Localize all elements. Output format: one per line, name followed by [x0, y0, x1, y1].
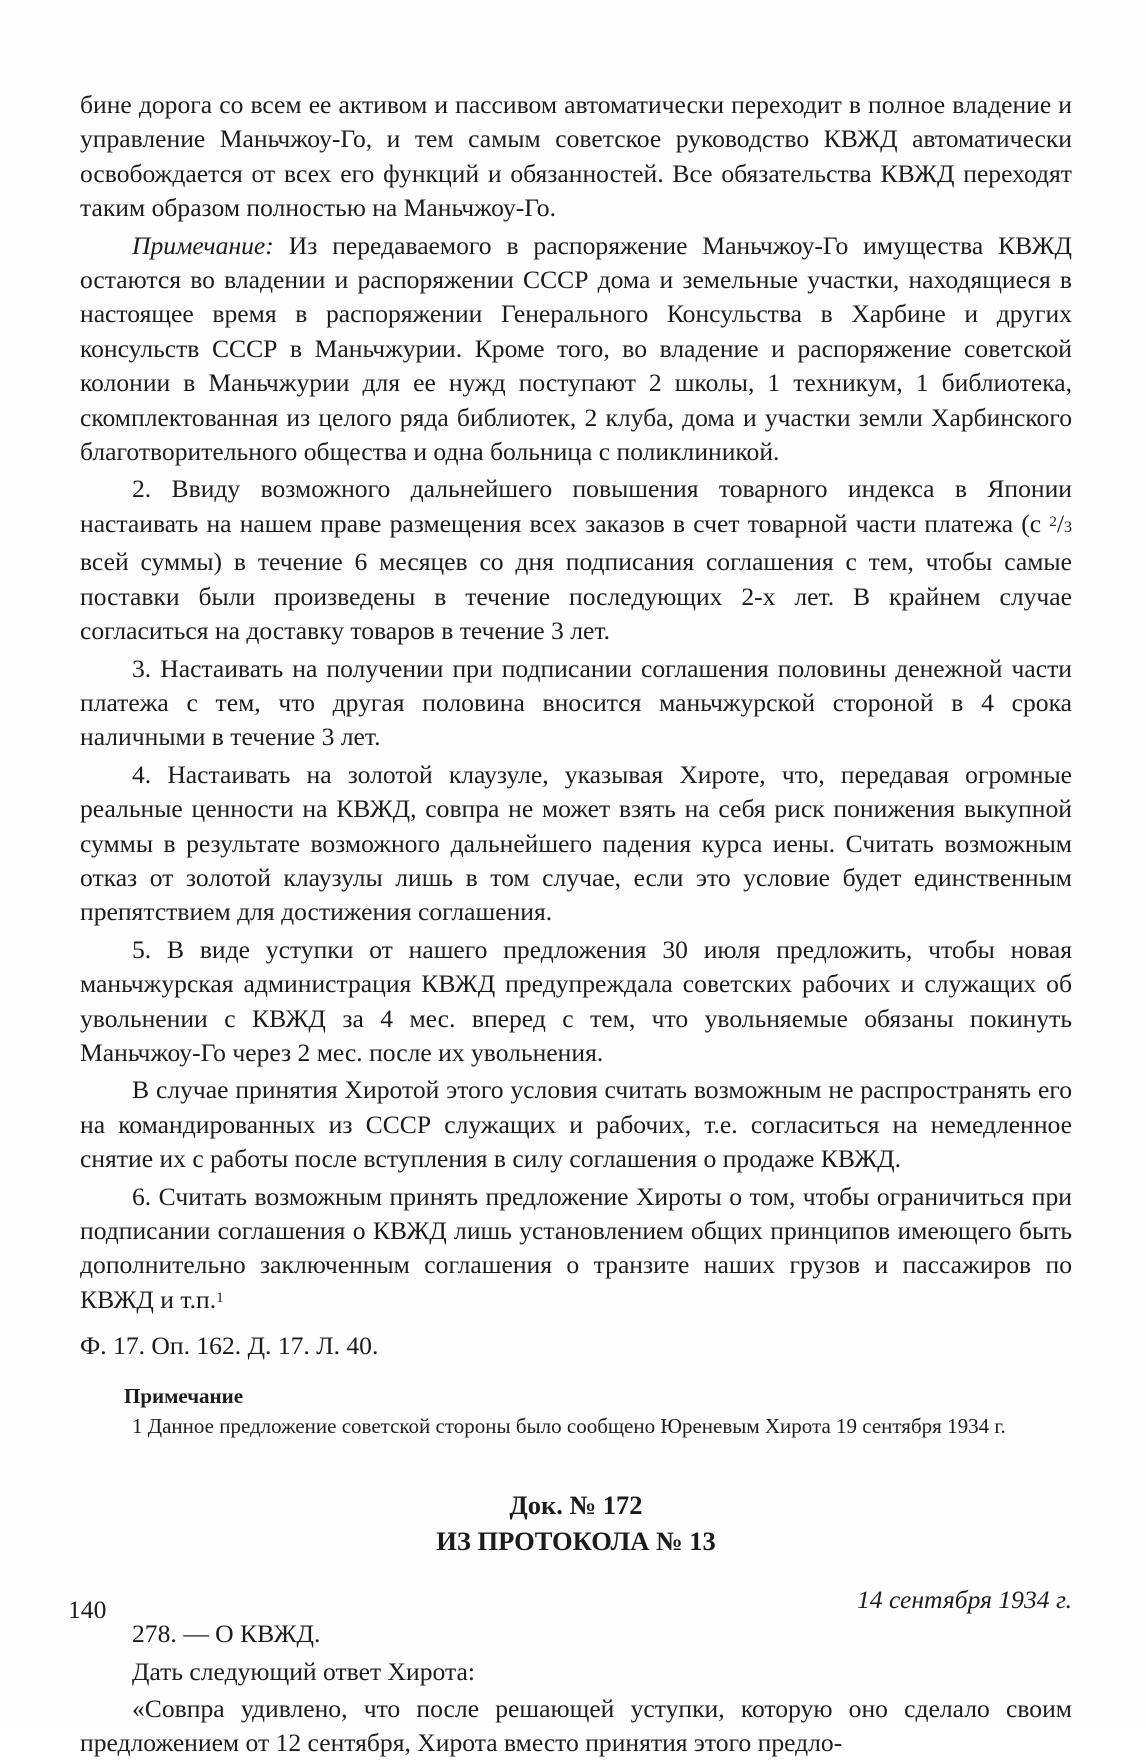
footnote-text: 1 Данное предложение советской стороны было сообщено Юреневым Хирота 19 сентября 1934 г. [132, 1414, 1006, 1439]
document-quote: «Совпра удивлено, что после решающей уступки, которую оно сделало своим предложением от 12 сентября, Хирота вместо принятия этого предло- [80, 1694, 1072, 1758]
item-2-text-end: всей суммы) в течение 6 месяцев со дня подписания соглашения с тем, чтобы самые поставки были произведены в течение последующих 2-х лет. В крайнем случае согласиться на доставку товаров в течение 3 лет. [80, 547, 1072, 646]
paragraph-item-5: 5. В виде уступки от нашего предложения 30 июля предложить, чтобы новая маньчжурская администрация КВЖД предупреждала советских рабочих и служащих об увольнении с КВЖД за 4 мес. вперед с тем, что увольняемые обязаны покинуть Маньчжоу-Го через 2 мес. после их увольнения. [80, 934, 1072, 1067]
document-title: ИЗ ПРОТОКОЛА № 13 [436, 1526, 716, 1557]
paragraph-item-5-continued: В случае принятия Хиротой этого условия считать возможным не распространять его на командированных из СССР служащих и рабочих, т.е. согласиться на немедленное снятие их с работы после вступления в силу соглашения о продаже КВЖД. [80, 1075, 1072, 1174]
paragraph-note [80, 229, 1072, 470]
archive-reference: Ф. 17. Оп. 162. Д. 17. Л. 40. [80, 1331, 379, 1361]
document-instruction: Дать следующий ответ Хирота: [132, 1656, 475, 1686]
paragraph-item-2 [80, 472, 1072, 648]
note-text: Из передаваемого в распоряжение Маньчжоу-Го имущества КВЖД остаются во владении и распоряжении СССР дома и земельные участки, находящиеся в настоящее время в распоряжении Генерального Консульства в Харбине и других консульств СССР в Маньчжурии. Кроме того, во владение и распоряжение советской колонии в Маньчжурии для ее нужд поступают 2 школы, 1 техникум, 1 библиотека, скомплектованная из целого ряда библиотек, 2 клуба, дома и участки земли Харбинского благотворительного общества и одна больница с поликлиникой. [80, 230, 1072, 467]
item-6-text: 6. Считать возможным принять предложение Хироты о том, чтобы ограничиться при подписании соглашения о КВЖД лишь установлением общих принципов имеющего быть дополнительно заключенным соглашения о транзите наших грузов и пассажиров по КВЖД и т.п. [80, 1181, 1072, 1314]
document-number: Док. № 172 [509, 1490, 643, 1521]
fraction-denominator: 3 [1064, 518, 1072, 536]
note-label: Примечание: [132, 230, 274, 260]
footnote-marker: 1 [216, 1289, 224, 1306]
fraction-slash: / [1056, 508, 1064, 538]
notes-heading: Примечание [124, 1384, 244, 1409]
item-2-text-start: 2. Ввиду возможного дальнейшего повышения товарного индекса в Японии настаивать на нашем праве размещения всех заказов в счет товарной части платежа (с [80, 474, 1072, 538]
paragraph-item-4: 4. Настаивать на золотой клаузуле, указывая Хироте, что, передавая огромные реальные ценности на КВЖД, совпра не может взять на себя риск понижения выкупной суммы в результате возможного дальнейшего падения курса иены. Считать возможным отказ от золотой клаузулы лишь в том случае, если это условие будет единственным препятствием для достижения соглашения. [80, 759, 1072, 927]
document-date: 14 сентября 1934 г. [856, 1585, 1072, 1615]
paragraph-continuation: бине дорога со всем ее активом и пассивом автоматически переходит в полное владение и управление Маньчжоу-Го, и тем самым советское руководство КВЖД автоматически освобождается от всех его функций и обязанностей. Все обязательства КВЖД переходят таким образом полностью на Маньчжоу-Го. [80, 90, 1072, 223]
paragraph-item-6 [80, 1180, 1072, 1318]
paragraph-item-3: 3. Настаивать на получении при подписании соглашения половины денежной части платежа с тем, что другая половина вносится маньчжурской стороной в 4 срока наличными в течение 3 лет. [80, 653, 1072, 752]
page-number: 140 [68, 1595, 107, 1624]
document-item: 278. — О КВЖД. [132, 1619, 321, 1649]
fraction-numerator: 2 [1049, 513, 1057, 530]
text-column [80, 88, 1072, 1761]
